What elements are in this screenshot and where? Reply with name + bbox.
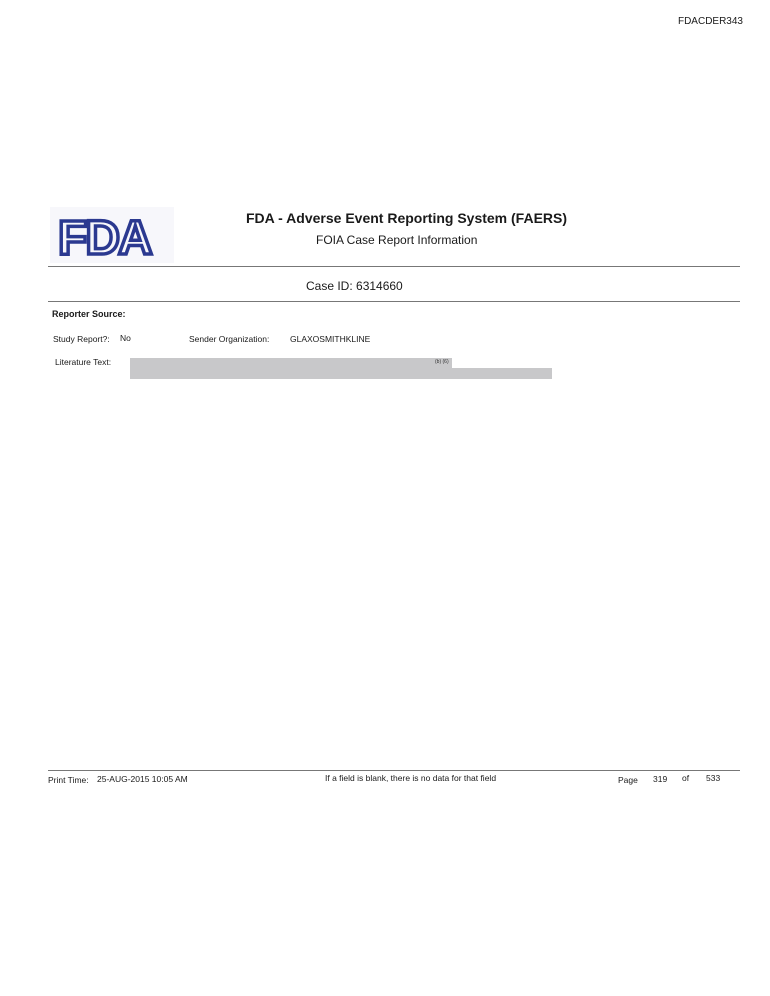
study-report-label: Study Report?: bbox=[53, 334, 110, 344]
page-label: Page bbox=[618, 775, 638, 785]
redaction-block bbox=[130, 358, 452, 368]
print-time-value: 25-AUG-2015 10:05 AM bbox=[97, 774, 188, 784]
reporter-source-label: Reporter Source: bbox=[52, 309, 126, 319]
blank-field-note: If a field is blank, there is no data for that field bbox=[325, 773, 497, 783]
report-subtitle: FOIA Case Report Information bbox=[316, 233, 478, 247]
sender-organization-value: GLAXOSMITHKLINE bbox=[290, 334, 371, 344]
document-id: FDACDER343 bbox=[677, 16, 743, 27]
report-title: FDA - Adverse Event Reporting System (FAERS) bbox=[246, 210, 568, 226]
fda-logo-text: FDA bbox=[58, 212, 151, 263]
page-number: 319 bbox=[653, 774, 668, 784]
page-of-label: of bbox=[682, 773, 690, 783]
redaction-block bbox=[130, 368, 552, 379]
case-divider bbox=[48, 301, 740, 302]
page-total: 533 bbox=[706, 773, 721, 783]
fda-logo-graphic bbox=[50, 207, 174, 263]
redaction-code: (b) (6) bbox=[435, 359, 449, 365]
header-divider bbox=[48, 266, 740, 267]
sender-organization-label: Sender Organization: bbox=[189, 334, 270, 344]
print-time-label: Print Time: bbox=[48, 775, 89, 785]
study-report-value: No bbox=[120, 333, 131, 343]
case-id: Case ID: 6314660 bbox=[306, 279, 403, 293]
fda-logo bbox=[50, 207, 174, 263]
footer-divider bbox=[48, 770, 740, 771]
literature-text-label: Literature Text: bbox=[55, 357, 112, 367]
